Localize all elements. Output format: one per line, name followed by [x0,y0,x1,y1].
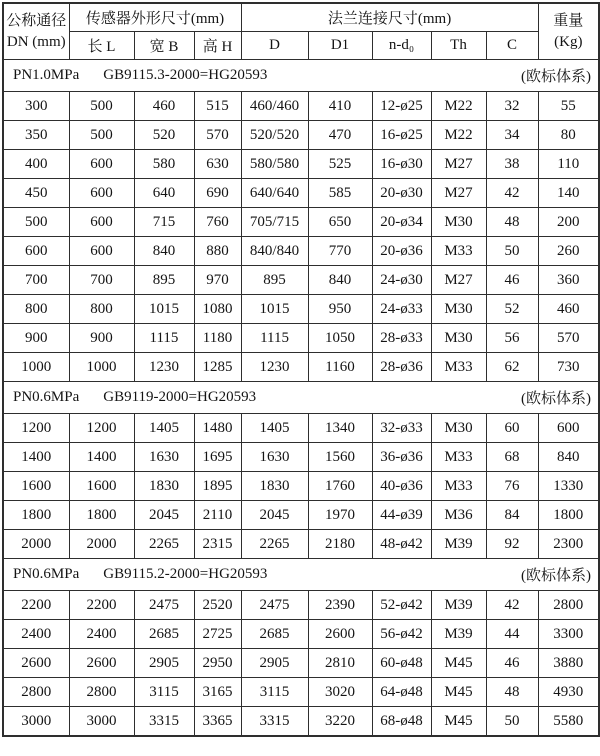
pressure-rating-label: PN0.6MPa [13,566,80,582]
dn-cell: 450 [3,179,69,208]
table-cell: 3365 [194,707,241,737]
table-cell: 650 [308,208,372,237]
section-cell [3,559,599,591]
table-cell: 1285 [194,353,241,382]
dn-cell: 500 [3,208,69,237]
table-cell: 600 [538,414,599,443]
table-cell: 52-ø42 [372,591,431,620]
table-row [3,121,599,150]
table-cell: 1600 [69,472,134,501]
table-row [3,501,599,530]
table-cell: 895 [241,266,308,295]
table-cell: 46 [486,266,538,295]
table-cell: M45 [431,678,486,707]
dn-cell: 800 [3,295,69,324]
dn-cell: 300 [3,92,69,121]
table-cell: 32-ø33 [372,414,431,443]
table-cell: 1160 [308,353,372,382]
section-row [3,60,599,92]
table-cell: 2300 [538,530,599,559]
table-cell: 1080 [194,295,241,324]
table-cell: 32 [486,92,538,121]
dn-cell: 1000 [3,353,69,382]
table-cell: 970 [194,266,241,295]
section-row [3,382,599,414]
table-cell: 570 [538,324,599,353]
pressure-rating-label: PN1.0MPa [13,67,80,83]
table-cell: 1405 [134,414,194,443]
table-cell: 2475 [134,591,194,620]
table-cell: 3000 [69,707,134,737]
table-cell: 1800 [69,501,134,530]
table-cell: 1230 [134,353,194,382]
table-cell: 2110 [194,501,241,530]
table-cell: 2045 [134,501,194,530]
table-cell: 700 [69,266,134,295]
table-cell: 500 [69,92,134,121]
table-cell: 28-ø36 [372,353,431,382]
section-row [3,559,599,591]
table-cell: 2905 [241,649,308,678]
table-cell: 3115 [241,678,308,707]
dn-cell: 1400 [3,443,69,472]
table-cell: 3115 [134,678,194,707]
dn-cell: 2000 [3,530,69,559]
table-cell: 2725 [194,620,241,649]
pressure-rating-label: PN0.6MPa [13,389,80,405]
table-cell: 76 [486,472,538,501]
table-cell: 2200 [69,591,134,620]
table-row [3,443,599,472]
dn-cell: 2200 [3,591,69,620]
table-cell: 48 [486,678,538,707]
table-cell: 515 [194,92,241,121]
table-cell: 1760 [308,472,372,501]
table-cell: 705/715 [241,208,308,237]
table-cell: 840 [538,443,599,472]
table-row [3,472,599,501]
table-header [3,3,599,60]
table-cell: M33 [431,443,486,472]
table-cell: 470 [308,121,372,150]
table-row [3,92,599,121]
table-cell: 460 [134,92,194,121]
table-cell: 3020 [308,678,372,707]
table-cell: 42 [486,179,538,208]
table-cell: 80 [538,121,599,150]
table-cell: 360 [538,266,599,295]
flange-dimension-table [2,2,600,737]
header-width: 宽 B [134,32,194,60]
table-row [3,707,599,737]
table-cell: M45 [431,649,486,678]
standard-code-label: GB9115.3-2000=HG20593 [103,67,268,83]
table-row [3,414,599,443]
table-cell: 1015 [241,295,308,324]
table-row [3,530,599,559]
table-cell: M39 [431,620,486,649]
table-cell: 1630 [241,443,308,472]
table-cell: 56 [486,324,538,353]
dn-cell: 2400 [3,620,69,649]
table-cell: M33 [431,472,486,501]
table-body [3,60,599,737]
table-cell: 1695 [194,443,241,472]
table-cell: 690 [194,179,241,208]
table-cell: 525 [308,150,372,179]
table-cell: 36-ø36 [372,443,431,472]
table-row [3,678,599,707]
table-cell: M30 [431,414,486,443]
table-cell: 640 [134,179,194,208]
section-cell [3,60,599,92]
table-row [3,266,599,295]
table-cell: M45 [431,707,486,737]
table-cell: 770 [308,237,372,266]
header-weight-unit: (Kg) [554,33,583,50]
table-cell: 44-ø39 [372,501,431,530]
table-cell: 2685 [241,620,308,649]
table-cell: 28-ø33 [372,324,431,353]
header-dn [3,3,69,60]
table-cell: 55 [538,92,599,121]
header-dn-title: 公称通径 [6,12,67,29]
table-cell: 2600 [69,649,134,678]
table-cell: 52 [486,295,538,324]
table-cell: 68 [486,443,538,472]
table-row [3,649,599,678]
table-cell: M27 [431,179,486,208]
standard-system-note: (欧标体系) [521,69,592,85]
table-cell: 1970 [308,501,372,530]
table-cell: M22 [431,121,486,150]
table-cell: 20-ø36 [372,237,431,266]
table-cell: 2475 [241,591,308,620]
dn-cell: 400 [3,150,69,179]
table-cell: 34 [486,121,538,150]
table-cell: 520 [134,121,194,150]
table-cell: 570 [194,121,241,150]
dn-cell: 350 [3,121,69,150]
table-row [3,591,599,620]
table-cell: 630 [194,150,241,179]
table-cell: 50 [486,707,538,737]
table-cell: 500 [69,121,134,150]
table-cell: 260 [538,237,599,266]
table-row [3,179,599,208]
table-cell: 2180 [308,530,372,559]
table-cell: M30 [431,324,486,353]
table-cell: 2520 [194,591,241,620]
table-cell: 1340 [308,414,372,443]
table-cell: 50 [486,237,538,266]
table-cell: 2390 [308,591,372,620]
table-cell: 48-ø42 [372,530,431,559]
table-cell: 12-ø25 [372,92,431,121]
table-cell: 900 [69,324,134,353]
table-cell: 1230 [241,353,308,382]
table-cell: 580 [134,150,194,179]
table-cell: 24-ø30 [372,266,431,295]
standard-code-label: GB9119-2000=HG20593 [103,389,257,405]
dn-cell: 700 [3,266,69,295]
table-cell: 3300 [538,620,599,649]
table-cell: 3220 [308,707,372,737]
standard-system-note: (欧标体系) [521,568,592,584]
table-cell: 715 [134,208,194,237]
table-cell: 2810 [308,649,372,678]
header-dn-unit: DN (mm) [6,33,66,50]
table-cell: 1180 [194,324,241,353]
table-cell: 60-ø48 [372,649,431,678]
table-cell: 60 [486,414,538,443]
table-cell: 2000 [69,530,134,559]
table-cell: M27 [431,150,486,179]
table-cell: 460 [538,295,599,324]
table-cell: 3315 [134,707,194,737]
table-cell: 84 [486,501,538,530]
table-cell: 895 [134,266,194,295]
header-height: 高 H [194,32,241,60]
header-flange-group: 法兰连接尺寸(mm) [241,3,538,32]
table-cell: 520/520 [241,121,308,150]
table-cell: 2800 [69,678,134,707]
table-cell: 20-ø34 [372,208,431,237]
table-row [3,295,599,324]
table-cell: 4930 [538,678,599,707]
table-cell: 2400 [69,620,134,649]
table-cell: M30 [431,208,486,237]
table-cell: M27 [431,266,486,295]
table-cell: 580/580 [241,150,308,179]
table-cell: 460/460 [241,92,308,121]
table-cell: 1115 [241,324,308,353]
dn-cell: 1200 [3,414,69,443]
header-weight-title: 重量 [553,12,584,29]
table-cell: 730 [538,353,599,382]
header-length: 长 L [69,32,134,60]
table-cell: 2265 [241,530,308,559]
dn-cell: 600 [3,237,69,266]
table-cell: 410 [308,92,372,121]
table-cell: M33 [431,353,486,382]
table-cell: 1050 [308,324,372,353]
table-cell: 3315 [241,707,308,737]
table-cell: 1830 [134,472,194,501]
table-cell: 1630 [134,443,194,472]
table-cell: 880 [194,237,241,266]
table-cell: 2600 [308,620,372,649]
table-cell: 600 [69,179,134,208]
table-cell: 2905 [134,649,194,678]
table-cell: 1115 [134,324,194,353]
header-nd0: n-d₀ [372,32,431,60]
table-cell: 68-ø48 [372,707,431,737]
header-sensor-group: 传感器外形尺寸(mm) [69,3,241,32]
table-row [3,208,599,237]
dn-cell: 1800 [3,501,69,530]
table-cell: 24-ø33 [372,295,431,324]
table-cell: 2685 [134,620,194,649]
table-row [3,353,599,382]
table-cell: 46 [486,649,538,678]
table-cell: M22 [431,92,486,121]
dn-cell: 3000 [3,707,69,737]
table-cell: M39 [431,591,486,620]
table-cell: M39 [431,530,486,559]
table-cell: 600 [69,208,134,237]
table-cell: 1400 [69,443,134,472]
table-cell: 840 [308,266,372,295]
table-cell: 1895 [194,472,241,501]
header-th: Th [431,32,486,60]
table-cell: 2045 [241,501,308,530]
table-cell: 16-ø25 [372,121,431,150]
table-cell: 1405 [241,414,308,443]
dn-cell: 2800 [3,678,69,707]
table-cell: 42 [486,591,538,620]
table-cell: M33 [431,237,486,266]
dn-cell: 2600 [3,649,69,678]
table-cell: 44 [486,620,538,649]
table-cell: 1480 [194,414,241,443]
table-cell: 1015 [134,295,194,324]
table-cell: 640/640 [241,179,308,208]
table-row [3,150,599,179]
table-row [3,620,599,649]
table-cell: 2800 [538,591,599,620]
table-cell: 62 [486,353,538,382]
dn-cell: 900 [3,324,69,353]
standard-system-note: (欧标体系) [521,391,592,407]
table-cell: 800 [69,295,134,324]
table-cell: 840 [134,237,194,266]
table-row [3,237,599,266]
header-weight [538,3,599,60]
table-cell: 92 [486,530,538,559]
table-cell: 16-ø30 [372,150,431,179]
table-cell: 110 [538,150,599,179]
table-cell: 1560 [308,443,372,472]
table-cell: 140 [538,179,599,208]
table-cell: 760 [194,208,241,237]
table-cell: 1000 [69,353,134,382]
table-cell: 840/840 [241,237,308,266]
table-cell: 56-ø42 [372,620,431,649]
table-cell: 40-ø36 [372,472,431,501]
table-row [3,324,599,353]
table-cell: 5580 [538,707,599,737]
table-cell: 64-ø48 [372,678,431,707]
table-cell: 3880 [538,649,599,678]
table-cell: 20-ø30 [372,179,431,208]
table-cell: 48 [486,208,538,237]
standard-code-label: GB9115.2-2000=HG20593 [103,566,268,582]
table-cell: 1330 [538,472,599,501]
table-cell: 600 [69,150,134,179]
table-cell: 950 [308,295,372,324]
table-cell: 2950 [194,649,241,678]
header-d1: D1 [308,32,372,60]
table-cell: 2315 [194,530,241,559]
table-cell: 600 [69,237,134,266]
table-cell: M30 [431,295,486,324]
table-cell: 585 [308,179,372,208]
header-d: D [241,32,308,60]
table-cell: 1830 [241,472,308,501]
table-cell: 1800 [538,501,599,530]
table-cell: M36 [431,501,486,530]
table-cell: 2265 [134,530,194,559]
dn-cell: 1600 [3,472,69,501]
table-cell: 200 [538,208,599,237]
section-cell [3,382,599,414]
table-cell: 38 [486,150,538,179]
table-cell: 3165 [194,678,241,707]
header-c: C [486,32,538,60]
table-cell: 1200 [69,414,134,443]
